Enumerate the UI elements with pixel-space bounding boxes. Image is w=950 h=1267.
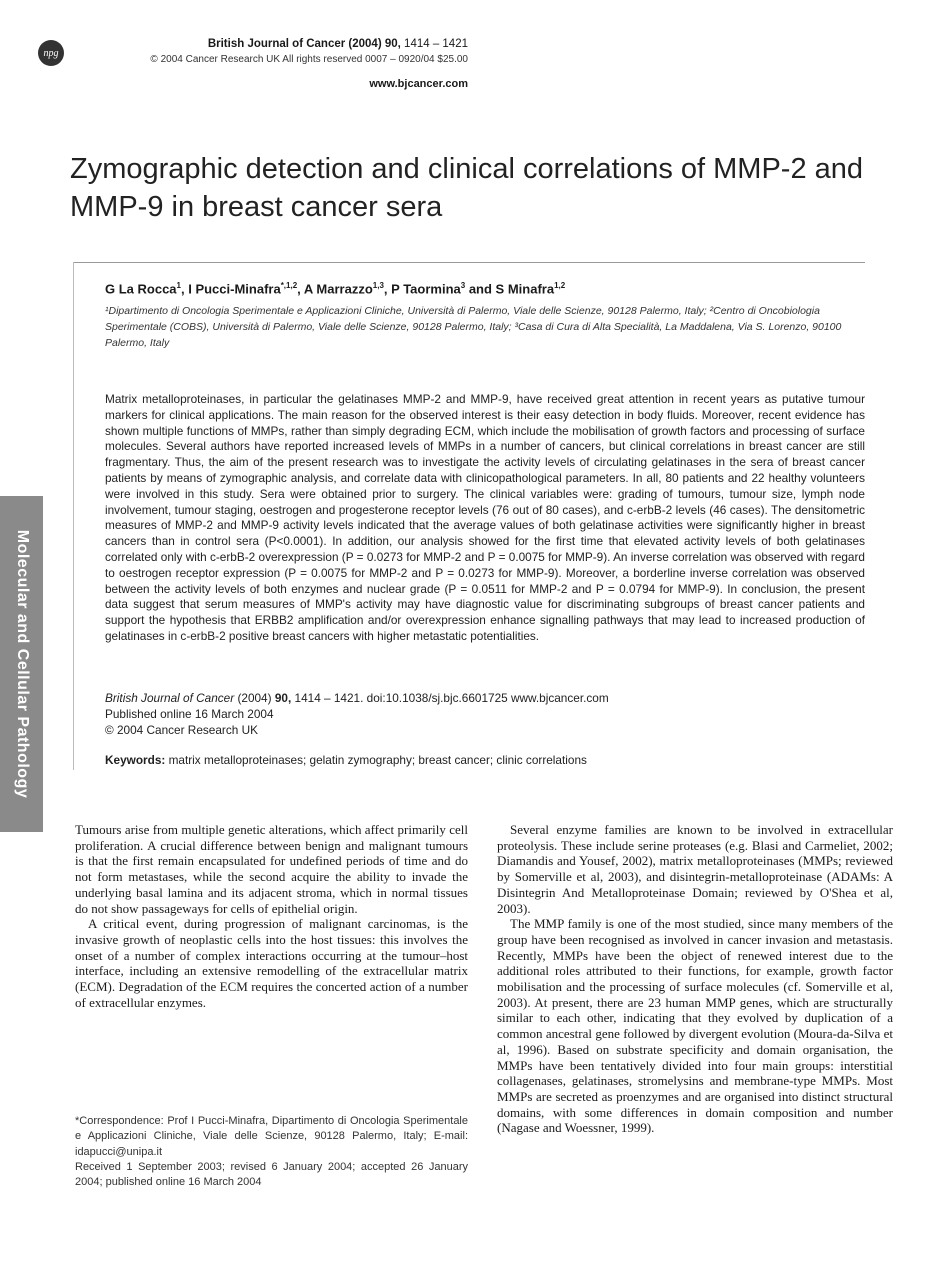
citation-block [105, 690, 865, 738]
correspondence-note: *Correspondence: Prof I Pucci-Minafra, Dipartimento di Oncologia Sperimentale e Applicazioni Cliniche, Viale delle Scienze, 90128 Palermo, Italy; E-mail: idapucci@unipa.it [75, 1115, 468, 1158]
author-affiliation-mark: 1 [176, 281, 181, 290]
author-list: G La Rocca$^1$, I Pucci-Minafra$^{*,1,2}$, A Marrazzo$^{1,3}$, P Taormina$^3$ and S Minafra$^{1,2}$ [105, 281, 566, 297]
keywords-label: Keywords: [105, 753, 166, 767]
citation-year: (2004) [234, 691, 275, 705]
citation-doi: 1414 – 1421. doi:10.1038/sj.bjc.6601725 www.bjcancer.com [291, 691, 609, 705]
abstract-left-rule [73, 262, 74, 770]
author-name: A Marrazzo [303, 281, 373, 297]
author-affiliation-mark: 1,3 [372, 281, 384, 290]
author-name: S Minafra [495, 281, 555, 297]
citation-journal: British Journal of Cancer [105, 691, 235, 705]
body-paragraph: Tumours arise from multiple genetic alterations, which affect primarily cell proliferation. A crucial difference between benign and malignant tumours is that the first remain encapsulated for undefined periods of time and do not form metastases, while the second acquire the ability to invade the underlying basal lamina and its adjacent stroma, which in normal tissues do not show passageways for cells of epithelial origin. [75, 822, 468, 916]
keywords-text: matrix metalloproteinases; gelatin zymography; breast cancer; clinic correlations [165, 753, 587, 767]
footnote [75, 1114, 468, 1190]
received-dates: Received 1 September 2003; revised 6 January 2004; accepted 26 January 2004; published online 16 March 2004 [75, 1160, 468, 1189]
journal-name: British Journal of Cancer (2004) 90, [207, 38, 401, 50]
copyright-line: © 2004 Cancer Research UK All rights reserved 0007 – 0920/04 $25.00 [150, 54, 468, 65]
affiliations: ¹Dipartimento di Oncologia Sperimentale e Applicazioni Cliniche, Università di Palermo, Viale delle Scienze, 90128 Palermo, Italy; ²Centro di Oncobiologia Sperimentale (COBS), Università di Palermo, Viale delle Scienze, 90128 Palermo, Italy; ³Casa di Cura di Alta Specialità, La Maddalena, Via S. Lorenzo, 90100 Palermo, Italy [105, 305, 842, 349]
body-paragraph: Several enzyme families are known to be involved in extracellular proteolysis. These include serine proteases (e.g. Blasi and Carmeliet, 2002; Diamandis and Yousef, 2002), matrix metalloproteinases (MMPs; reviewed by Somerville et al, 2003), and disintegrin-metalloproteinase (ADAMs: A Disintegrin And Metalloproteinase Domain; reviewed by O'Shea et al, 2003). [497, 822, 893, 916]
journal-pages: 1414 – 1421 [404, 38, 468, 50]
abstract-text: Matrix metalloproteinases, in particular the gelatinases MMP-2 and MMP-9, have received great attention in recent years as putative tumour markers for clinical applications. The main reason for the observed interest is their easy detection in body fluids. Moreover, recent evidence has shown multiple functions of MMPs, rather than simply degrading ECM, which include the mobilisation of growth factors and processing of surface molecules. Several authors have reported increased levels of MMPs in a number of cancers, but clinical correlations in breast cancer are still fragmentary. Thus, the aim of the present research was to investigate the activity levels of circulating gelatinases in the sera of breast cancer patients by means of zymographic analysis, and correlate data with clinicopathological parameters. In all, 80 patients and 22 healthy volunteers were involved in this study. Sera were obtained prior to surgery. The clinical variables were: grading of tumours, tumour size, lymph node involvement, tumour staging, oestrogen and progesterone receptor levels (76 out of 80 cases), and c-erbB-2 levels (46 cases). The densitometric measures of MMP-2 and MMP-9 activity levels indicated that the average values of both gelatinase activities were significantly higher in breast cancers than in control sera (P<0.0001). In addition, our analysis showed for the first time that elevated activity levels of both gelatinases correlated only with c-erbB-2 overexpression (P = 0.0273 for MMP-2 and P = 0.0075 for MMP-9). An inverse correlation was observed with regard to oestrogen receptor expression (P = 0.0075 for MMP-2 and P = 0.0273 for MMP-9). Moreover, a borderline inverse correlation was observed between the activity levels of both enzymes and nuclear grade (P = 0.0511 for MMP-2 and P = 0.0794 for MMP-9). In conclusion, the present data suggest that serum measures of MMP's activity may have diagnostic value for discriminating subgroups of breast cancer patients and support the hypothesis that ERBB2 amplification and/or overexpression enhance signalling pathways that may lead to increased production of gelatinases in c-erbB-2 positive breast cancers with higher metastatic potentialities. [105, 392, 865, 643]
journal-website-link[interactable]: www.bjcancer.com [369, 78, 468, 90]
npg-logo: npg [38, 40, 64, 66]
author-affiliation-mark: 3 [460, 281, 466, 290]
keywords [105, 753, 865, 767]
author-name: G La Rocca [105, 281, 177, 297]
author-name: P Taormina [391, 281, 461, 297]
body-column-left [75, 822, 468, 1010]
body-paragraph: The MMP family is one of the most studied, since many members of the group have been recognised as involved in cancer invasion and metastasis. Recently, MMPs have been the object of renewed interest due to the additional roles attributed to their functions, for example, growth factor mobilisation and the processing of surface molecules (cf. Somerville et al, 2003). At present, there are 23 human MMP genes, which are structurally similar to each other, indicating that they evolved by duplication of a common ancestral gene followed by divergent evolution (Moura-da-Silva et al, 1996). Based on substrate specificity and domain organisation, the MMPs have been tentatively divided into four main groups: interstitial collagenases, gelatinases, stromelysins and membrane-type MMPs. Most MMPs are secreted as proenzymes and are organised into distinct structural domains, with some differences in domain composition and number (Nagase and Woessner, 1999). [497, 916, 893, 1136]
body-paragraph: A critical event, during progression of malignant carcinomas, is the invasive growth of neoplastic cells into the host tissues: this involves the onset of a number of complex interactions occurring at the tumour–host interface, including an extensive remodelling of the extracellular matrix (ECM). Degradation of the ECM requires the concerted action of a number of extracellular enzymes. [75, 916, 468, 1010]
journal-header [120, 38, 468, 50]
body-column-right [497, 822, 893, 1136]
author-affiliation-mark: 1,2 [554, 281, 566, 290]
citation-volume: 90, [274, 691, 292, 705]
published-online: Published online 16 March 2004 [105, 707, 274, 721]
section-side-tab [0, 496, 43, 832]
abstract-top-rule [73, 262, 865, 263]
citation-copyright: © 2004 Cancer Research UK [105, 723, 258, 737]
author-name: I Pucci-Minafra [188, 281, 281, 297]
article-title: Zymographic detection and clinical correlations of MMP-2 and MMP-9 in breast cancer sera [70, 153, 864, 223]
citation-line [105, 690, 865, 706]
author-affiliation-mark: *,1,2 [280, 281, 298, 290]
side-tab-label: Molecular and Cellular Pathology [13, 529, 31, 799]
